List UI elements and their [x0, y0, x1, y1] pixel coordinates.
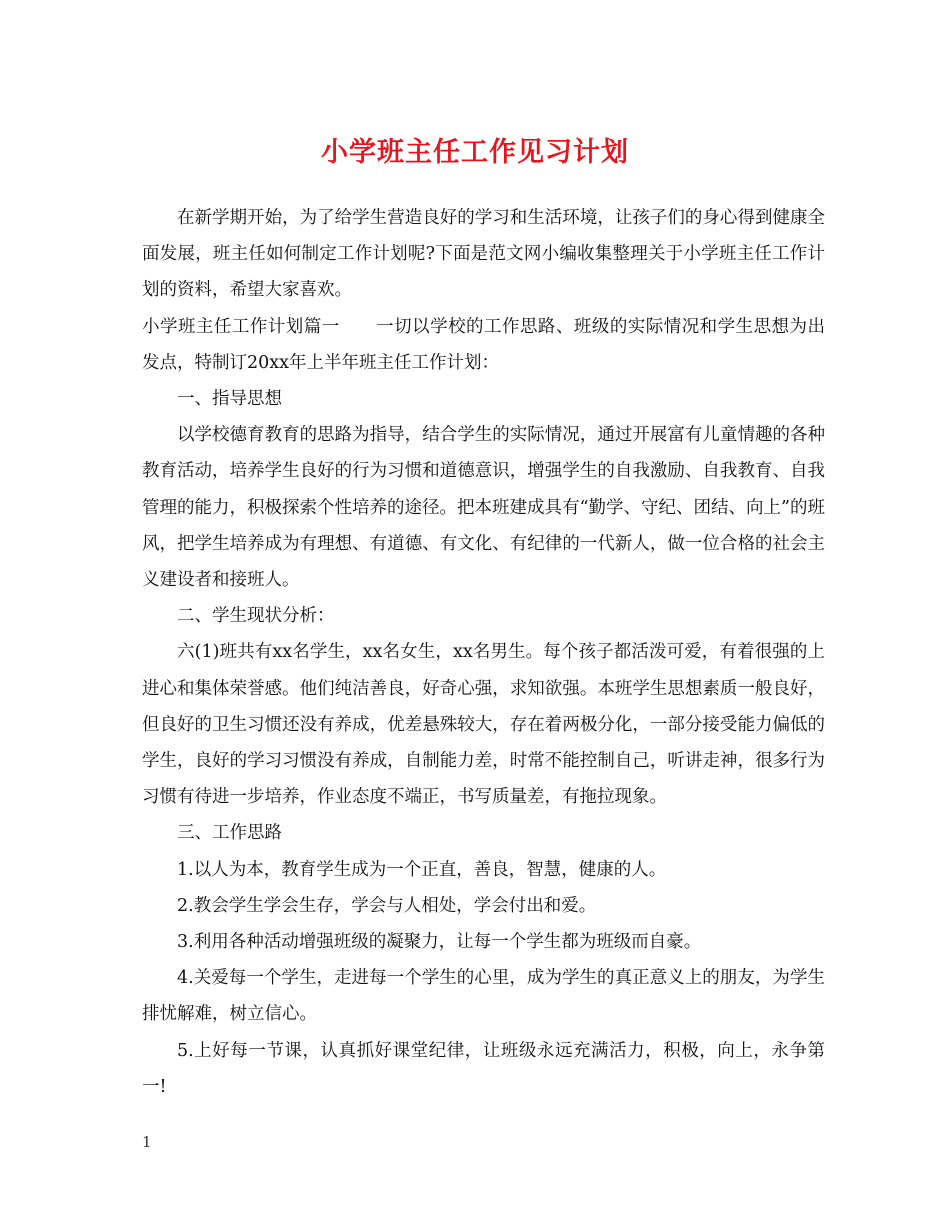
section-heading-approach: 三、工作思路 — [177, 823, 282, 844]
list-item: 2.教会学生学会生存，学会与人相处，学会付出和爱。 — [177, 895, 597, 916]
document-body — [142, 200, 825, 1105]
plan-text: 一切以学校的工作思路、班级的实际情况和学生思想为出发点，特制订20xx年上半年班主任工作计划： — [142, 316, 826, 373]
list-item: 3.利用各种活动增强班级的凝聚力，让每一个学生都为班级而自豪。 — [177, 932, 702, 953]
list-item: 1.以人为本，教育学生成为一个正直，善良，智慧，健康的人。 — [177, 859, 667, 880]
list-item: 5.上好每一节课，认真抓好课堂纪律，让班级永远充满活力，积极，向上，永争第一! — [142, 1040, 825, 1097]
section-text-guiding: 以学校德育教育的思路为指导，结合学生的实际情况，通过开展富有儿童情趣的各种教育活动，培养学生良好的行为习惯和道德意识，增强学生的自我激励、自我教育、自我管理的能力，积极探索个性培养的途径。把本班建成具有“勤学、守纪、团结、向上”的班风，把学生培养成为有理想、有道德、有文化、有纪律的一代新人，做一位合格的社会主义建设者和接班人。 — [142, 425, 825, 591]
section-text-students: 六(1)班共有xx名学生，xx名女生，xx名男生。每个孩子都活泼可爱，有着很强的上进心和集体荣誉感。他们纯洁善良，好奇心强，求知欲强。本班学生思想素质一般良好，但良好的卫生习惯还没有养成，优差悬殊较大，存在着两极分化，一部分接受能力偏低的学生，良好的学习习惯没有养成，自制能力差，时常不能控制自己，听讲走神，很多行为习惯有待进一步培养，作业态度不端正，书写质量差，有拖拉现象。 — [142, 642, 825, 808]
plan-paragraph — [142, 309, 825, 381]
plan-label: 小学班主任工作计划篇一 — [142, 316, 340, 337]
section-heading-guiding: 一、指导思想 — [177, 389, 282, 410]
page-number: 1 — [142, 1133, 152, 1151]
list-item: 4.关爱每一个学生，走进每一个学生的心里，成为学生的真正意义上的朋友，为学生排忧解难，树立信心。 — [142, 968, 825, 1025]
section-heading-students: 二、学生现状分析： — [177, 606, 335, 627]
intro-paragraph: 在新学期开始，为了给学生营造良好的学习和生活环境，让孩子们的身心得到健康全面发展，班主任如何制定工作计划呢?下面是范文网小编收集整理关于小学班主任工作计划的资料，希望大家喜欢。 — [142, 208, 825, 301]
document-title: 小学班主任工作见习计划 — [321, 137, 629, 168]
